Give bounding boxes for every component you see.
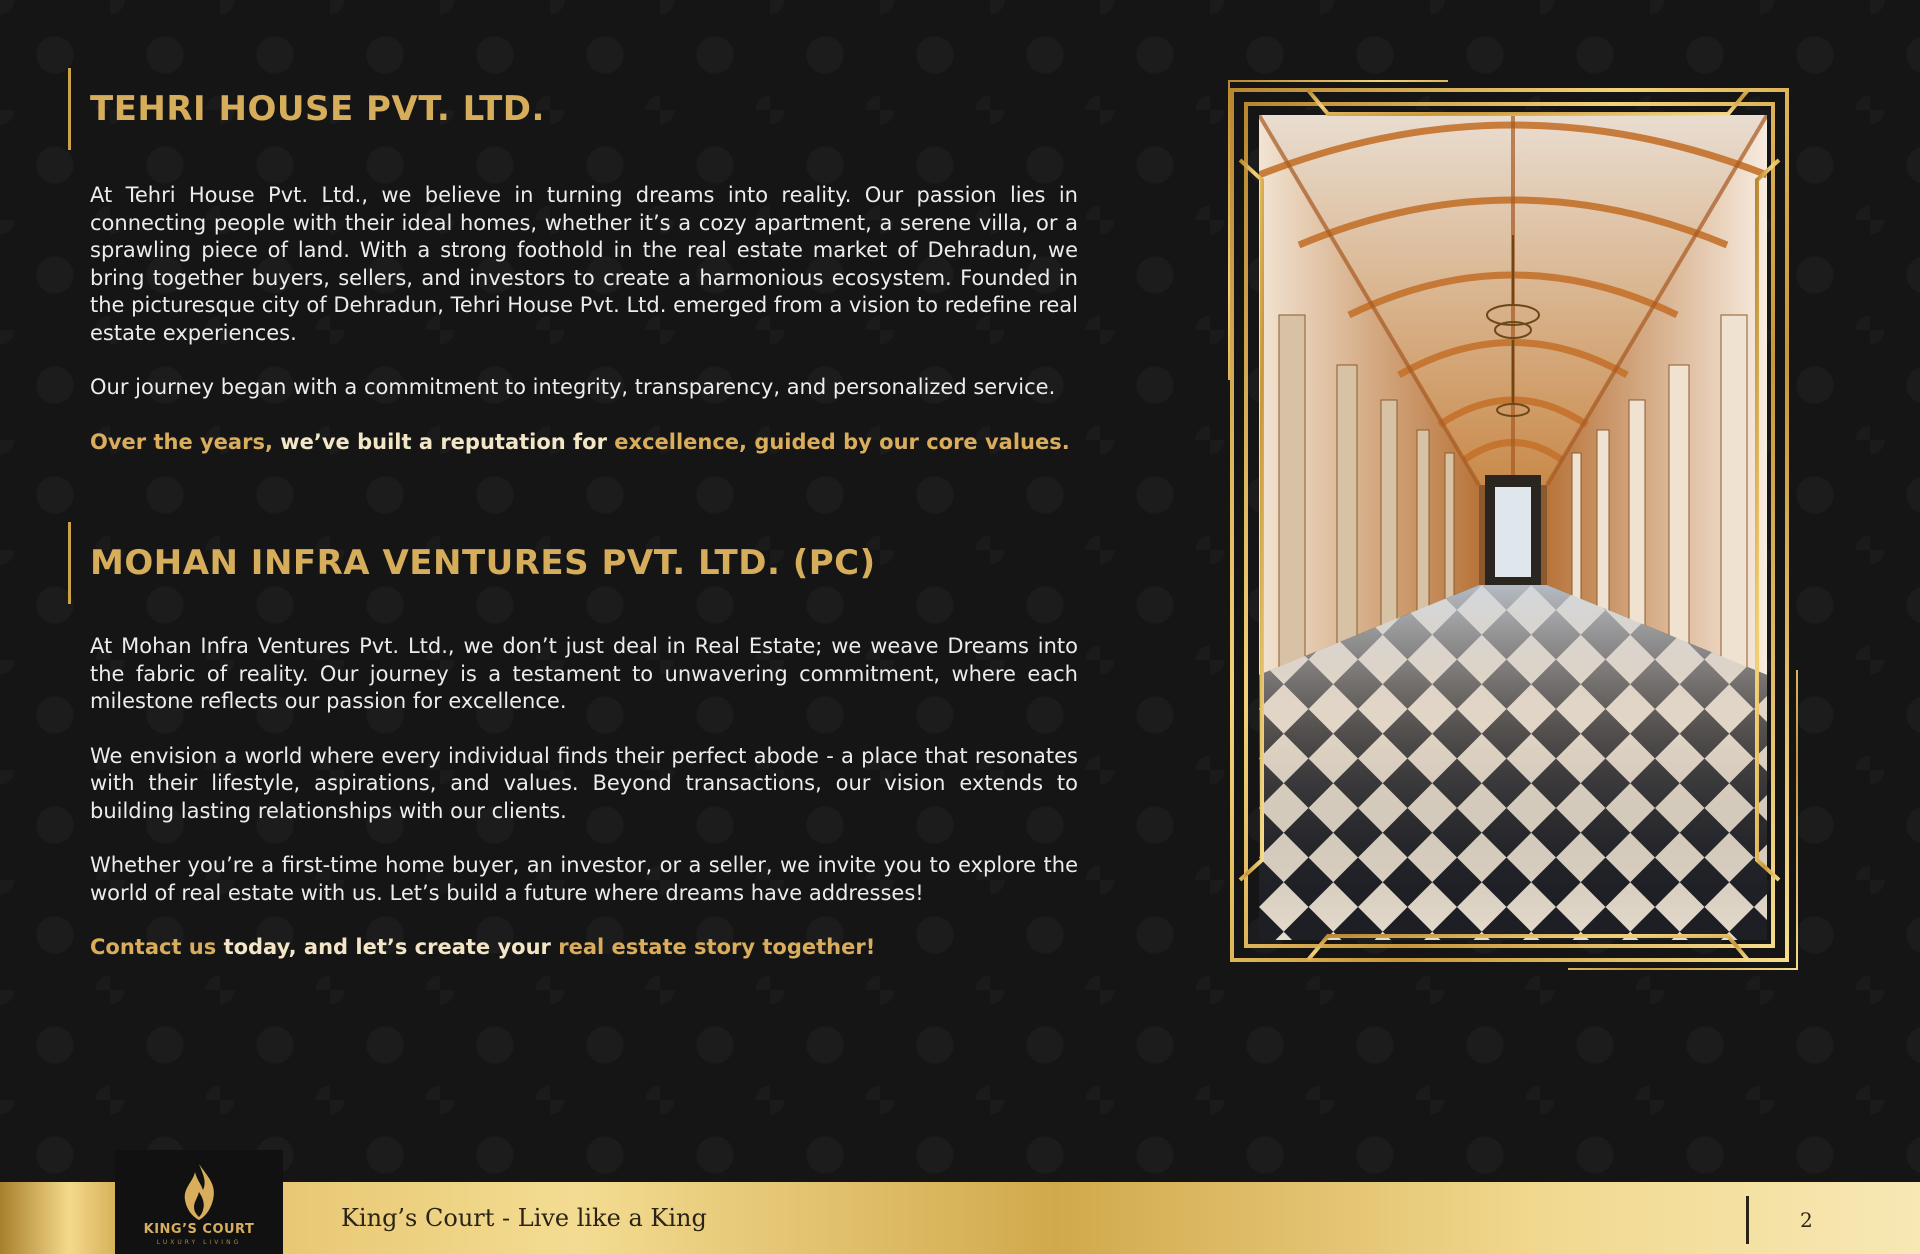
footer-title: King’s Court - Live like a King	[341, 1204, 707, 1232]
highlight-text: Over the years, we’ve built a reputation for excellence, guided by our core values.	[90, 429, 1070, 454]
section-tehri-house	[68, 68, 1078, 456]
paragraph: At Mohan Infra Ventures Pvt. Ltd., we don’t just deal in Real Estate; we weave Dreams into the fabric of reality. Our journey is a testament to unwavering commitment, where each milestone reflects our passion for excellence.	[90, 634, 1078, 713]
paragraph: Whether you’re a first-time home buyer, an investor, or a seller, we invite you to explore the world of real estate with us. Let’s build a future where dreams have addresses!	[90, 853, 1078, 905]
section-heading: MOHAN INFRA VENTURES PVT. LTD. (PC)	[90, 543, 876, 583]
footer-divider	[1746, 1196, 1749, 1244]
heading-block	[68, 522, 1078, 604]
paragraph: We envision a world where every individual finds their perfect abode - a place that resonates with their lifestyle, aspirations, and values. Beyond transactions, our vision extends to building lasting relationships with our clients.	[90, 743, 1078, 823]
footer-accent	[0, 1182, 115, 1254]
paragraph: At Tehri House Pvt. Ltd., we believe in turning dreams into reality. Our passion lies in connecting people with their ideal homes, whether it’s a cozy apartment, a serene villa, or a sprawling piece of land. With a strong foothold in the real estate market of Dehradun, we bring together buyers, sellers, and investors to create a harmonious ecosystem. Founded in the picturesque city of Dehradun, Tehri House Pvt. Ltd. emerged from a vision to redefine real estate experiences.	[90, 183, 1078, 345]
logo-tagline: LUXURY LIVING	[156, 1239, 242, 1246]
footer-bar	[0, 1182, 1920, 1254]
section-heading: TEHRI HOUSE PVT. LTD.	[90, 89, 545, 129]
flame-icon	[177, 1162, 221, 1222]
heading-block	[68, 68, 1078, 150]
gold-frame	[1228, 80, 1798, 970]
paragraph: Our journey began with a commitment to integrity, transparency, and personalized service.	[90, 375, 1056, 399]
section-mohan-infra	[68, 522, 1078, 962]
logo-name: KING’S COURT	[143, 1222, 255, 1237]
page-number: 2	[1800, 1208, 1813, 1232]
highlight-text: Contact us today, and let’s create your real estate story together!	[90, 935, 876, 959]
logo	[115, 1150, 283, 1254]
